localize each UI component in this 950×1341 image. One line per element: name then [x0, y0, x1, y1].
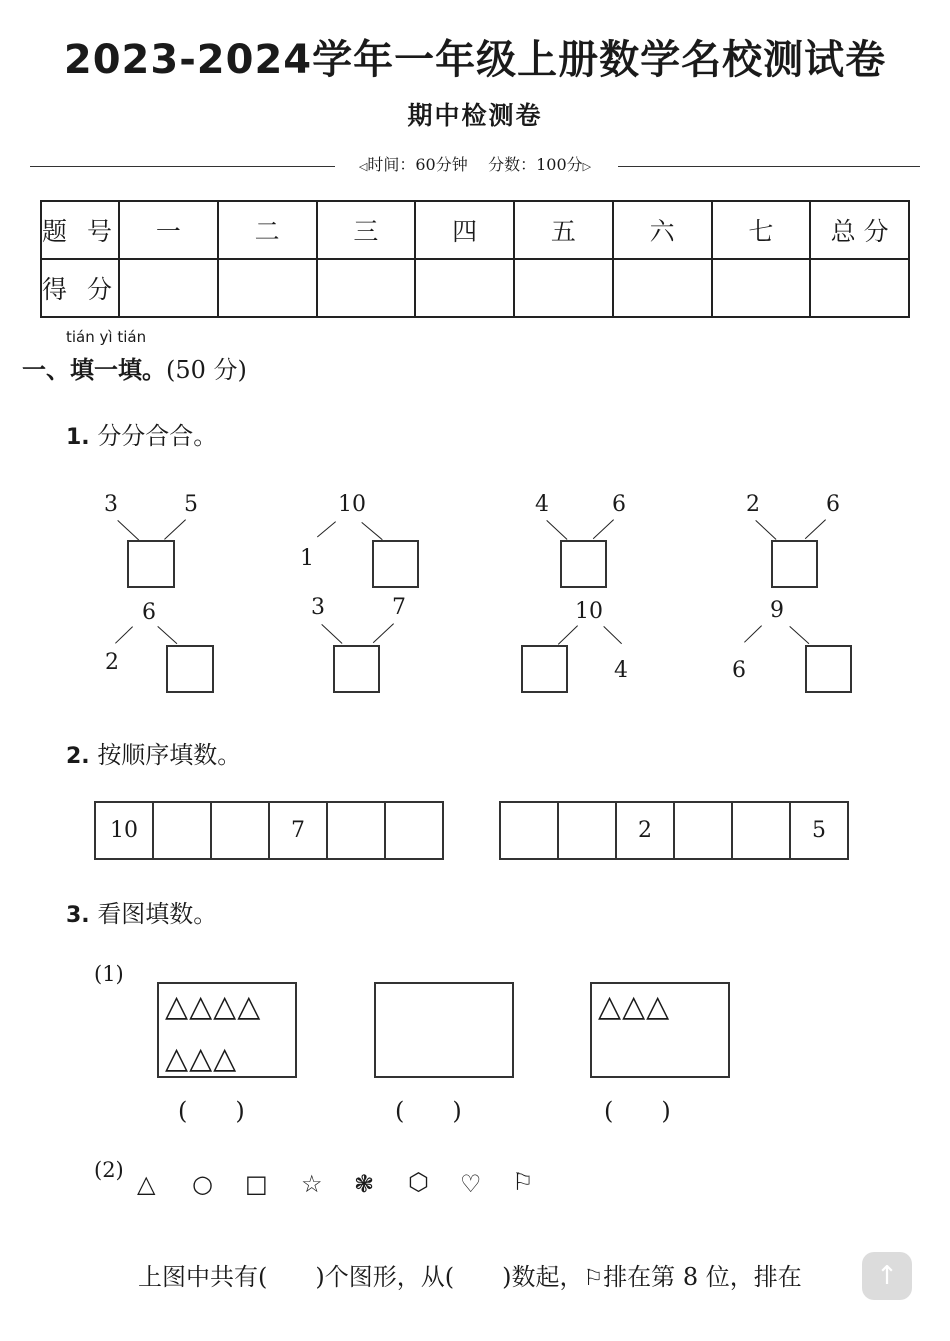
sequence-1	[94, 801, 444, 860]
divider-left	[30, 166, 335, 167]
bond-2-left-number: 1	[300, 546, 314, 571]
page-title: 2023-2024学年一年级上册数学名校测试卷	[63, 37, 887, 83]
section-pinyin: tián yì tián	[66, 328, 147, 346]
bond-8-line-right	[789, 626, 809, 644]
answer-blank-1[interactable]: ( )	[178, 1097, 245, 1125]
bond-5-line-right	[157, 626, 177, 644]
bond-3-line-right	[593, 519, 614, 539]
score-cell[interactable]	[613, 259, 712, 317]
left-arrow-icon: ◁	[358, 160, 368, 173]
page-subtitle: 期中检测卷	[407, 101, 543, 130]
answer-blank-3[interactable]: ( )	[604, 1097, 671, 1125]
sequence-1-cell[interactable]	[212, 803, 270, 858]
sequence-1-cell[interactable]	[154, 803, 212, 858]
sequence-1-cell[interactable]: 10	[96, 803, 154, 858]
bond-6-line-right	[373, 623, 394, 643]
bond-3-line-left	[546, 520, 567, 540]
bond-7-right-number: 4	[614, 658, 628, 683]
score-cell[interactable]	[317, 259, 416, 317]
flag-icon: ⚐	[512, 1168, 534, 1196]
bond-2-top-number: 10	[338, 492, 366, 517]
section-heading	[22, 350, 247, 385]
triangle-frame-1	[157, 982, 297, 1078]
score-cell[interactable]	[712, 259, 811, 317]
triangle-row: △△△△	[165, 989, 262, 1024]
scroll-to-top-button[interactable]: ↑	[862, 1252, 912, 1300]
question-1-title	[66, 416, 217, 451]
bond-5-line-left	[115, 626, 133, 643]
bond-6-right-number: 7	[392, 595, 406, 620]
bond-1-line-right	[164, 519, 186, 540]
question-1-text: 分分合合。	[97, 422, 218, 450]
question-3-number: 3.	[66, 903, 90, 928]
triangle-frame-3	[590, 982, 730, 1078]
section-points: (50 分)	[166, 356, 247, 384]
sequence-2-cell[interactable]	[559, 803, 617, 858]
bond-1-left-number: 3	[104, 492, 118, 517]
sentence-part-b: 排在第 8 位，排在	[603, 1263, 802, 1291]
answer-blank-2[interactable]: ( )	[395, 1097, 462, 1125]
right-arrow-icon: ▷	[582, 160, 592, 173]
bond-5-top-number: 6	[142, 600, 156, 625]
question-1-number: 1.	[66, 425, 90, 450]
score-table-col: 六	[613, 201, 712, 259]
flower-icon: ❃	[354, 1170, 375, 1198]
bond-8-top-number: 9	[770, 598, 784, 623]
score-table-col: 总 分	[810, 201, 909, 259]
bond-7-answer-box[interactable]	[521, 645, 568, 693]
score-table-score-row	[41, 259, 909, 317]
score-cell[interactable]	[514, 259, 613, 317]
sequence-2-cell[interactable]	[675, 803, 733, 858]
sentence-part-a: 上图中共有( )个图形，从( )数起，	[138, 1263, 584, 1291]
bond-1-right-number: 5	[184, 492, 198, 517]
score-table-col: 五	[514, 201, 613, 259]
bond-4-right-number: 6	[826, 492, 840, 517]
triangle-icon: △	[137, 1170, 156, 1198]
score-table-row1-label: 题 号	[41, 201, 119, 259]
bond-6-line-left	[321, 624, 342, 644]
bond-5-left-number: 2	[105, 650, 119, 675]
sequence-2-cell[interactable]	[733, 803, 791, 858]
bond-2-line-right	[361, 522, 382, 540]
score-cell[interactable]	[218, 259, 317, 317]
bond-7-top-number: 10	[575, 599, 603, 624]
bond-2-answer-box[interactable]	[372, 540, 419, 588]
score-table-col: 一	[119, 201, 218, 259]
bond-4-line-right	[805, 519, 826, 539]
bond-5-answer-box[interactable]	[166, 645, 214, 693]
sequence-1-cell[interactable]	[328, 803, 386, 858]
star-icon: ☆	[301, 1170, 323, 1198]
score-cell[interactable]	[119, 259, 218, 317]
bond-6-answer-box[interactable]	[333, 645, 380, 693]
sequence-2	[499, 801, 849, 860]
flag-icon: ⚐	[583, 1266, 604, 1291]
question-2-title	[66, 735, 241, 770]
time-limit: 时间：60分钟	[367, 155, 468, 174]
score-table-col: 三	[317, 201, 416, 259]
bond-8-answer-box[interactable]	[805, 645, 852, 693]
bond-7-line-right	[603, 626, 622, 644]
bond-4-line-left	[755, 520, 776, 540]
sequence-2-cell[interactable]	[501, 803, 559, 858]
hexagon-icon: ⬡	[408, 1168, 429, 1196]
divider-right	[618, 166, 920, 167]
score-table-col: 二	[218, 201, 317, 259]
question-3-title	[66, 894, 217, 929]
bond-3-left-number: 4	[535, 492, 549, 517]
exam-meta	[330, 152, 620, 175]
triangle-frame-2	[374, 982, 514, 1078]
bond-8-left-number: 6	[732, 658, 746, 683]
bond-4-answer-box[interactable]	[771, 540, 818, 588]
score-cell[interactable]	[810, 259, 909, 317]
part-1-label: (1)	[94, 962, 124, 986]
bond-2-line-left	[317, 521, 336, 537]
square-icon: □	[245, 1170, 268, 1198]
bond-3-answer-box[interactable]	[560, 540, 607, 588]
bond-4-left-number: 2	[746, 492, 760, 517]
score-table-header-row	[41, 201, 909, 259]
triangle-row: △△△	[165, 1041, 238, 1076]
question-2-number: 2.	[66, 744, 90, 769]
bond-8-line-left	[744, 625, 762, 642]
question-3-sentence	[138, 1257, 802, 1292]
section-title: 一、填一填。	[22, 355, 166, 384]
heart-icon: ♡	[460, 1170, 482, 1198]
score-table-col: 七	[712, 201, 811, 259]
sequence-1-cell[interactable]: 7	[270, 803, 328, 858]
bond-3-right-number: 6	[612, 492, 626, 517]
bond-6-left-number: 3	[311, 595, 325, 620]
question-3-text: 看图填数。	[97, 900, 218, 928]
sequence-2-cell[interactable]: 2	[617, 803, 675, 858]
part-2-label: (2)	[94, 1158, 124, 1182]
bond-1-line-left	[117, 520, 139, 541]
total-score: 分数：100分	[488, 155, 583, 174]
score-table-col: 四	[415, 201, 514, 259]
question-2-text: 按顺序填数。	[97, 741, 242, 769]
bond-1-answer-box[interactable]	[127, 540, 175, 588]
bond-7-line-left	[558, 625, 578, 644]
circle-icon: ○	[192, 1170, 213, 1198]
triangle-row: △△△	[598, 989, 671, 1024]
score-cell[interactable]	[415, 259, 514, 317]
score-table	[40, 200, 910, 318]
score-table-row2-label: 得 分	[41, 259, 119, 317]
sequence-1-cell[interactable]	[386, 803, 444, 858]
sequence-2-cell[interactable]: 5	[791, 803, 849, 858]
